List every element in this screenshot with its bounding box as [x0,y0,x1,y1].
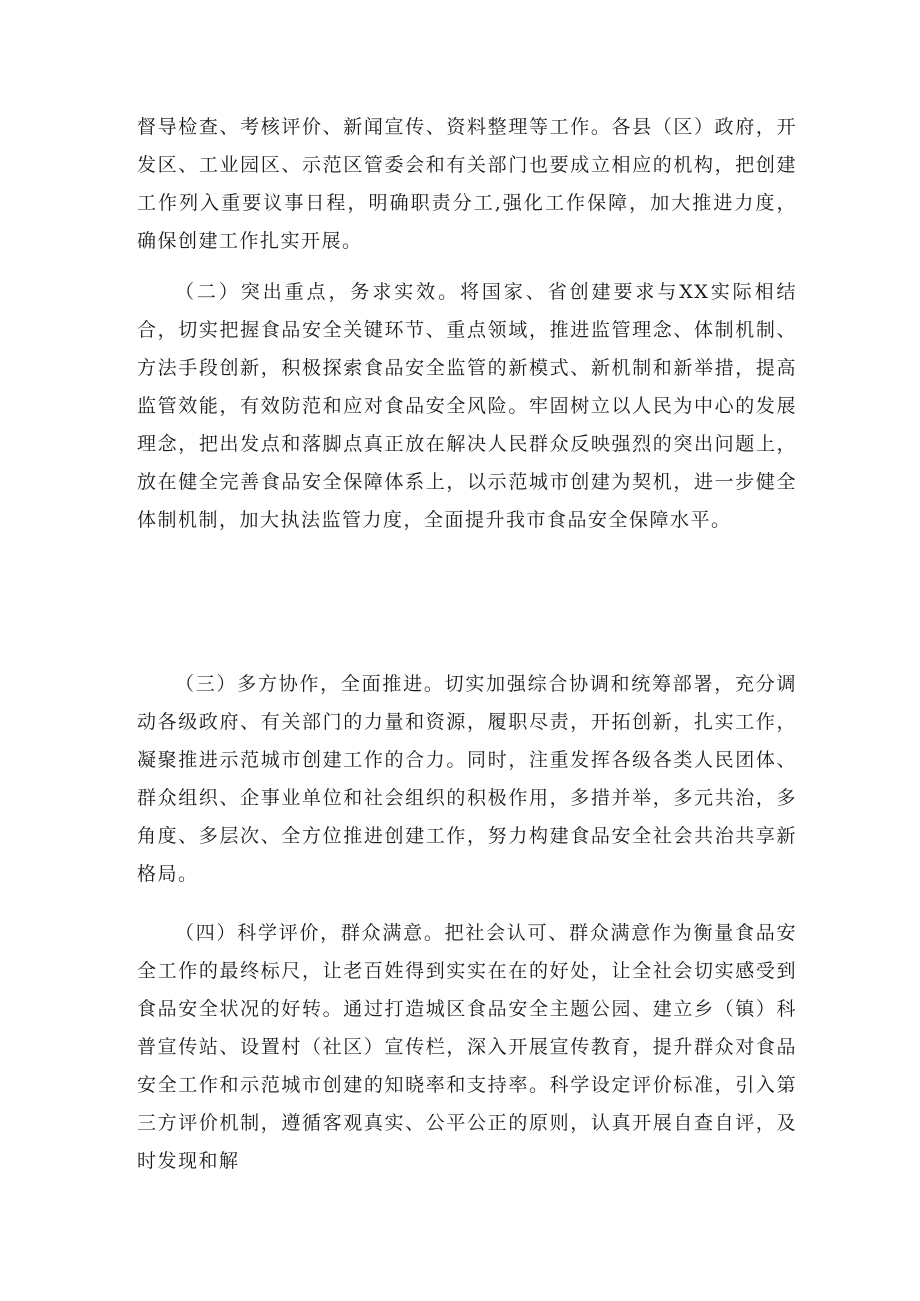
paragraph-text: 督导检查、考核评价、新闻宣传、资料整理等工作。各县（区）政府，开发区、工业园区、示范区管委会和有关部门也要成立相应的机构，把创建工作列入重要议事日程，明确职责分工,强化工作保障，加大推进力度，确保创建工作扎实开展。 [137,116,797,252]
paragraph-text: （四）科学评价，群众满意。把社会认可、群众满意作为衡量食品安全工作的最终标尺，让老百姓得到实实在在的好处，让全社会切实感受到食品安全状况的好转。通过打造城区食品安全主题公园、建立乡（镇）科普宣传站、设置村（社区）宣传栏，深入开展宣传教育，提升群众对食品安全工作和示范城市创建的知晓率和支持率。科学设定评价标准，引入第三方评价机制，遵循客观真实、公平公正的原则，认真开展自查自评，及时发现和解 [137,922,797,1172]
paragraph-section-4 [137,914,797,1180]
paragraph-section-3 [137,665,797,893]
paragraph-text: （二）突出重点，务求实效。将国家、省创建要求与XX实际相结合，切实把握食品安全关键环节、重点领域，推进监管理念、体制机制、方法手段创新，积极探索食品安全监管的新模式、新机制和新举措，提高监管效能，有效防范和应对食品安全风险。牢固树立以人民为中心的发展理念，把出发点和落脚点真正放在解决人民群众反映强烈的突出问题上，放在健全完善食品安全保障体系上，以示范城市创建为契机，进一步健全体制机制，加大执法监管力度，全面提升我市食品安全保障水平。 [137,281,797,531]
paragraph-continuation [137,108,797,260]
paragraph-text: （三）多方协作，全面推进。切实加强综合协调和统筹部署，充分调动各级政府、有关部门的力量和资源，履职尽责，开拓创新，扎实工作，凝聚推进示范城市创建工作的合力。同时，注重发挥各级各类人民团体、群众组织、企事业单位和社会组织的积极作用，多措并举，多元共治，多角度、多层次、全方位推进创建工作，努力构建食品安全社会共治共享新格局。 [137,673,797,885]
paragraph-section-2 [137,273,797,539]
